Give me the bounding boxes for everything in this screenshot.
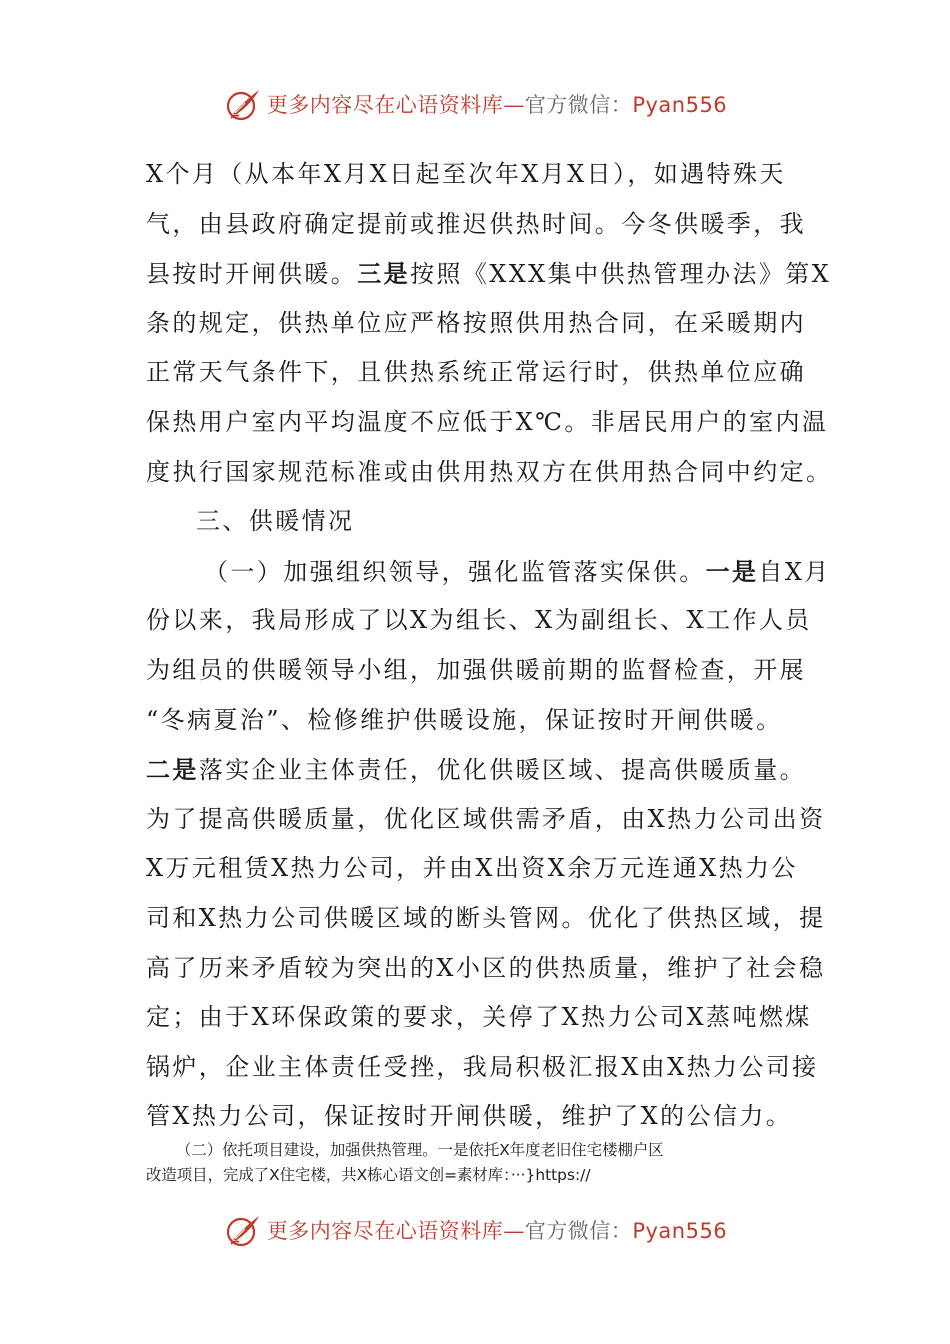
text-run: （一）加强组织领导，强化监管落实保供。 xyxy=(204,557,706,586)
text-run: “冬病夏治”、检修维护供暖设施，保证按时开闸供暖。 xyxy=(146,705,783,734)
text-line xyxy=(146,894,826,944)
text-line xyxy=(146,745,818,795)
text-line xyxy=(146,398,829,448)
text-line xyxy=(146,944,826,994)
text-run: 度执行国家规范标准或由供用热双方在供用热合同中约定。 xyxy=(146,457,833,486)
text-run: 为组员的供暖领导小组，加强供暖前期的监督检查，开展 xyxy=(146,655,806,684)
header-banner xyxy=(0,82,950,126)
text-line xyxy=(146,844,818,894)
banner-text xyxy=(267,1215,727,1245)
text-run: 三、供暖情况 xyxy=(196,507,355,536)
text-line xyxy=(146,299,818,349)
text-run: 条的规定，供热单位应严格按照供用热合同，在采暖期内 xyxy=(146,308,806,337)
text-line xyxy=(146,448,833,498)
document-body xyxy=(146,150,833,1142)
banner-label: 官方微信： xyxy=(524,1219,633,1243)
banner-dash: — xyxy=(503,93,525,117)
bold-run: 二是 xyxy=(146,755,199,785)
text-line xyxy=(146,348,818,398)
text-line xyxy=(146,1092,818,1142)
small-paragraph-line: （二）依托项目建设，加强供热管理。一是依托X年度老旧住宅楼棚户区 xyxy=(176,1141,664,1159)
text-run: 县按时开闸供暖。 xyxy=(146,260,358,289)
text-run: 气，由县政府确定提前或推迟供热时间。今冬供暖季，我 xyxy=(146,209,806,238)
text-run: 高了历来矛盾较为突出的X小区的供热质量，维护了社会稳 xyxy=(146,953,826,982)
text-run: 保热用户室内平均温度不应低于X℃。非居民用户的室内温 xyxy=(146,407,829,436)
text-line xyxy=(146,646,818,696)
text-run: 管X热力公司，保证按时开闸供暖，维护了X的公信力。 xyxy=(146,1102,793,1131)
banner-dash: — xyxy=(503,1219,525,1243)
text-run: 落实企业主体责任，优化供暖区域、提高供暖质量。 xyxy=(198,756,807,785)
text-run: 自X月 xyxy=(758,557,831,586)
text-line xyxy=(146,497,818,547)
text-line xyxy=(146,696,818,746)
text-run: X万元租赁X热力公司，并由X出资X余万元连通X热力公 xyxy=(146,854,798,883)
text-run: 正常天气条件下，且供热系统正常运行时，供热单位应确 xyxy=(146,358,806,387)
text-line xyxy=(146,1043,818,1093)
text-line xyxy=(146,200,818,250)
text-run: X个月（从本年X月X日起至次年X月X日），如遇特殊天 xyxy=(146,160,786,188)
small-paragraph-line: 改造项目，完成了X住宅楼，共X栋心语文创=素材库：···}https:// xyxy=(146,1166,591,1184)
text-line xyxy=(146,547,831,597)
text-run: 按照《XXX集中供热管理办法》第X xyxy=(410,260,832,289)
small-paragraph xyxy=(146,1138,818,1188)
bold-run: 三是 xyxy=(357,259,411,289)
banner-main-text: 更多内容尽在心语资料库 xyxy=(266,93,504,117)
text-line xyxy=(146,150,818,200)
text-run: 为了提高供暖质量，优化区域供需矛盾，由X热力公司出资 xyxy=(146,804,826,833)
banner-wechat-id: Pyan556 xyxy=(632,1219,728,1243)
quill-pen-logo-icon xyxy=(223,1210,263,1250)
banner-text xyxy=(267,89,727,119)
banner-main-text: 更多内容尽在心语资料库 xyxy=(266,1219,504,1243)
footer-banner xyxy=(0,1208,950,1252)
text-line xyxy=(146,795,826,845)
text-line xyxy=(146,596,818,646)
text-run: 司和X热力公司供暖区域的断头管网。优化了供热区域，提 xyxy=(146,903,826,932)
text-run: 锅炉，企业主体责任受挫，我局积极汇报X由X热力公司接 xyxy=(146,1052,819,1081)
quill-pen-logo-icon xyxy=(223,84,263,124)
banner-label: 官方微信： xyxy=(524,93,633,117)
text-run: 份以来，我局形成了以X为组长、X为副组长、X工作人员 xyxy=(146,606,812,635)
text-line xyxy=(146,249,832,299)
text-run: 定；由于X环保政策的要求，关停了X热力公司X蒸吨燃煤 xyxy=(146,1003,812,1032)
text-line xyxy=(146,993,818,1043)
banner-wechat-id: Pyan556 xyxy=(632,93,728,117)
bold-run: 一是 xyxy=(705,556,759,586)
